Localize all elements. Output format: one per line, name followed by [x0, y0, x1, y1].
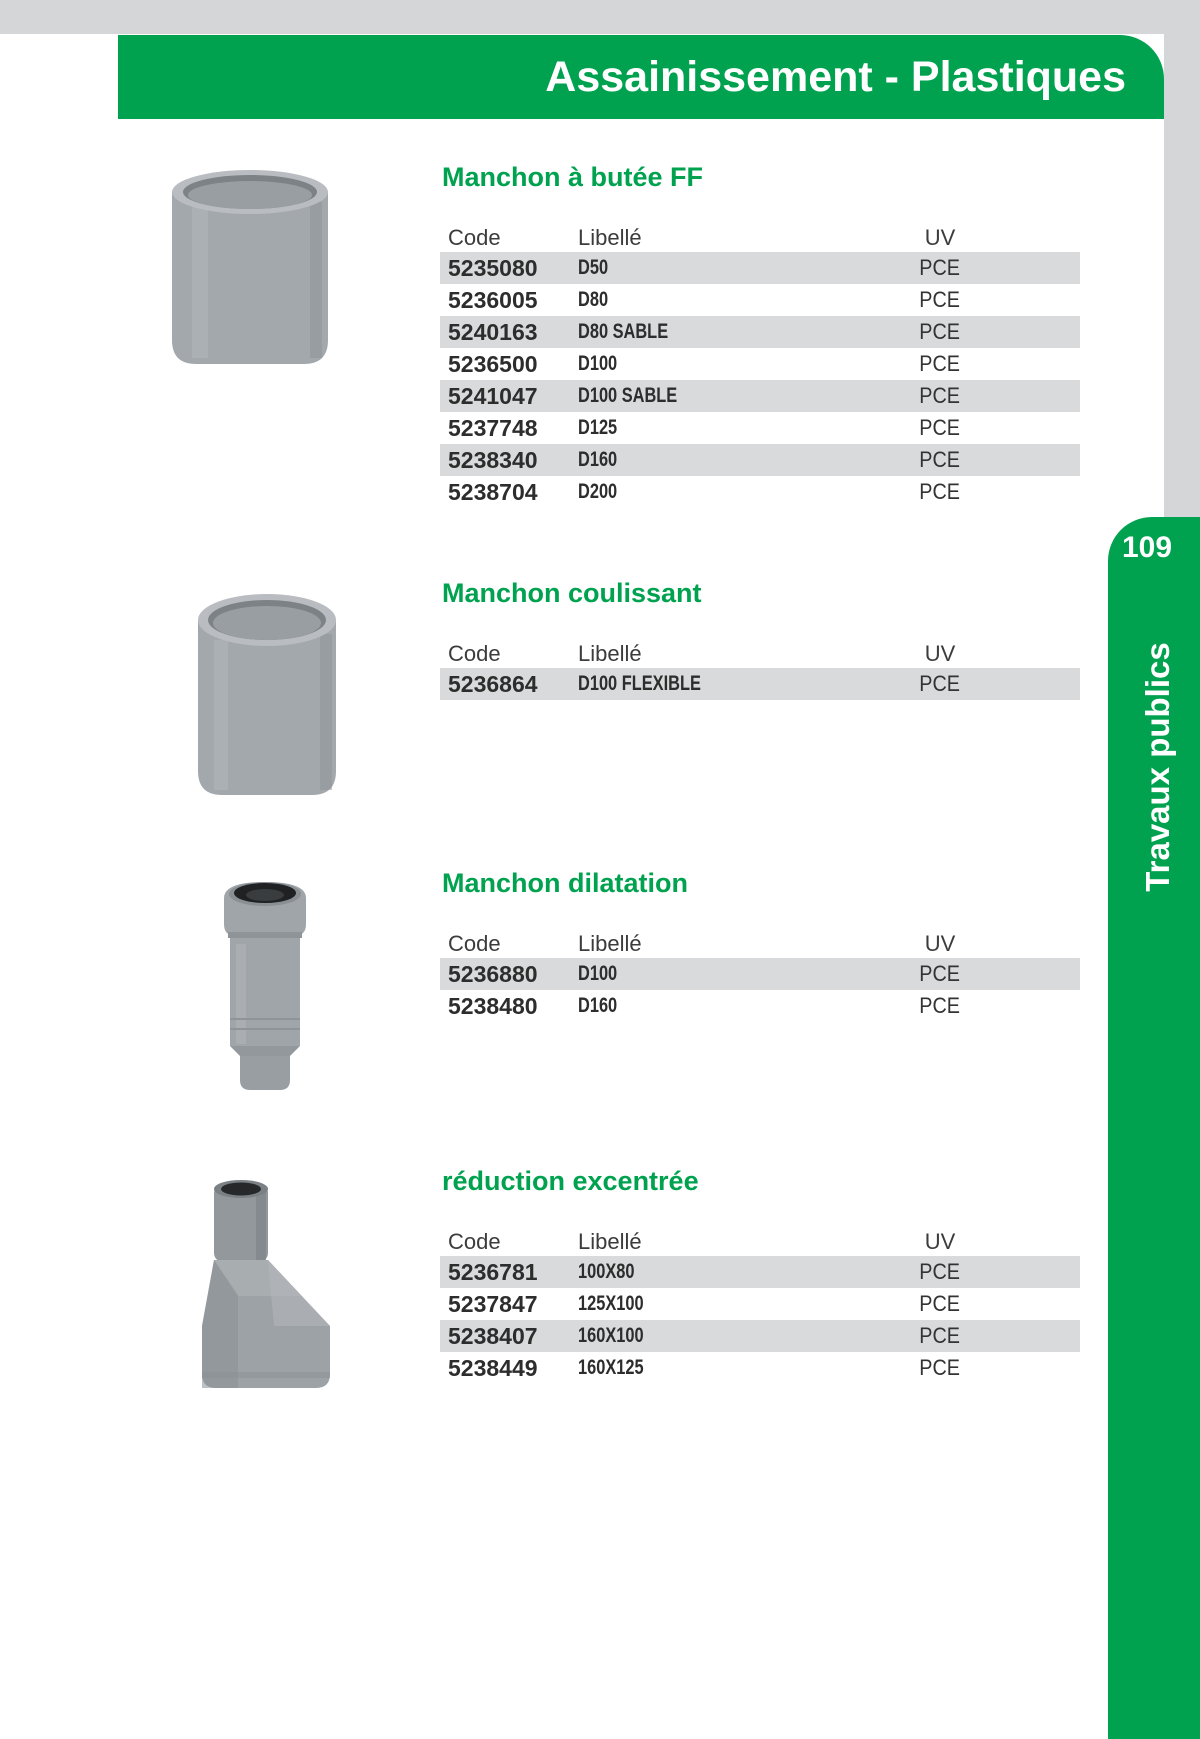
- libelle-cell: D125: [578, 416, 618, 439]
- sidebar-tab: [1108, 517, 1200, 1739]
- product-photo-manchon-coulissant: [196, 590, 338, 795]
- header-uv: UV: [924, 1229, 956, 1254]
- table-body: [440, 1256, 1080, 1384]
- libelle-cell: 100X80: [578, 1260, 635, 1283]
- page-number: 109: [1122, 531, 1173, 564]
- page-top-edge: [0, 0, 1200, 34]
- code-cell: 5236500: [448, 351, 538, 377]
- table-header: [440, 1228, 1080, 1256]
- code-cell: 5238704: [448, 479, 538, 505]
- uv-cell: PCE: [919, 351, 961, 376]
- code-cell: 5238340: [448, 447, 538, 473]
- table-body: [440, 252, 1080, 508]
- header-libelle: Libellé: [578, 1229, 642, 1254]
- product-photo-manchon-butee: [170, 166, 330, 364]
- table-row: [440, 1288, 1080, 1320]
- uv-cell: PCE: [919, 447, 961, 472]
- header-uv: UV: [924, 641, 956, 666]
- uv-cell: PCE: [919, 319, 961, 344]
- page-banner: [118, 35, 1164, 119]
- table-row: [440, 1320, 1080, 1352]
- code-cell: 5240163: [448, 319, 538, 345]
- table-row: [440, 1256, 1080, 1288]
- uv-cell: PCE: [919, 1323, 961, 1348]
- code-cell: 5241047: [448, 383, 538, 409]
- uv-cell: PCE: [919, 961, 961, 986]
- code-cell: 5238449: [448, 1355, 538, 1381]
- code-cell: 5236005: [448, 287, 538, 313]
- page-right-edge: [1164, 0, 1200, 520]
- libelle-cell: D100: [578, 962, 618, 985]
- header-code: Code: [448, 641, 501, 666]
- table-row: [440, 668, 1080, 700]
- libelle-cell: D80: [578, 288, 609, 311]
- code-cell: 5236864: [448, 671, 538, 697]
- uv-cell: PCE: [919, 1291, 961, 1316]
- header-uv: UV: [924, 931, 956, 956]
- libelle-cell: D80 SABLE: [578, 320, 669, 343]
- table-header: [440, 224, 1080, 252]
- libelle-cell: D200: [578, 480, 618, 503]
- libelle-cell: D100 SABLE: [578, 384, 678, 407]
- uv-cell: PCE: [919, 671, 961, 696]
- table-row: [440, 1352, 1080, 1384]
- header-code: Code: [448, 931, 501, 956]
- product-photo-reduction-excentree: [196, 1176, 336, 1392]
- page-title: Assainissement - Plastiques: [545, 53, 1126, 101]
- uv-cell: PCE: [919, 383, 961, 408]
- uv-cell: PCE: [919, 1355, 961, 1380]
- uv-cell: PCE: [919, 479, 961, 504]
- table-row: [440, 284, 1080, 316]
- header-libelle: Libellé: [578, 931, 642, 956]
- libelle-cell: D100 FLEXIBLE: [578, 672, 701, 695]
- header-code: Code: [448, 225, 501, 250]
- header-libelle: Libellé: [578, 225, 642, 250]
- sidebar-vertical-label: Travaux publics: [1139, 642, 1176, 892]
- table-row: [440, 380, 1080, 412]
- product-photo-manchon-dilatation: [220, 878, 310, 1092]
- libelle-cell: D100: [578, 352, 618, 375]
- section-title: Manchon coulissant: [442, 578, 702, 608]
- table-header: [440, 640, 1080, 668]
- table-header: [440, 930, 1080, 958]
- header-libelle: Libellé: [578, 641, 642, 666]
- libelle-cell: D50: [578, 256, 609, 279]
- libelle-cell: 160X125: [578, 1356, 644, 1379]
- code-cell: 5238407: [448, 1323, 538, 1349]
- code-cell: 5236781: [448, 1259, 538, 1285]
- table-row: [440, 990, 1080, 1022]
- uv-cell: PCE: [919, 287, 961, 312]
- header-uv: UV: [924, 225, 956, 250]
- table-body: [440, 668, 1080, 700]
- uv-cell: PCE: [919, 1259, 961, 1284]
- code-cell: 5237847: [448, 1291, 538, 1317]
- section-title: Manchon à butée FF: [442, 162, 704, 192]
- code-cell: 5235080: [448, 255, 538, 281]
- uv-cell: PCE: [919, 255, 961, 280]
- table-row: [440, 252, 1080, 284]
- libelle-cell: D160: [578, 448, 618, 471]
- table-row: [440, 316, 1080, 348]
- table-row: [440, 444, 1080, 476]
- table-row: [440, 958, 1080, 990]
- code-cell: 5238480: [448, 993, 538, 1019]
- code-cell: 5236880: [448, 961, 538, 987]
- table-row: [440, 476, 1080, 508]
- table-body: [440, 958, 1080, 1022]
- table-row: [440, 348, 1080, 380]
- uv-cell: PCE: [919, 993, 961, 1018]
- section-title: Manchon dilatation: [442, 868, 688, 898]
- libelle-cell: D160: [578, 994, 618, 1017]
- uv-cell: PCE: [919, 415, 961, 440]
- header-code: Code: [448, 1229, 501, 1254]
- section-title: réduction excentrée: [442, 1166, 699, 1196]
- table-row: [440, 412, 1080, 444]
- code-cell: 5237748: [448, 415, 538, 441]
- libelle-cell: 125X100: [578, 1292, 644, 1315]
- libelle-cell: 160X100: [578, 1324, 644, 1347]
